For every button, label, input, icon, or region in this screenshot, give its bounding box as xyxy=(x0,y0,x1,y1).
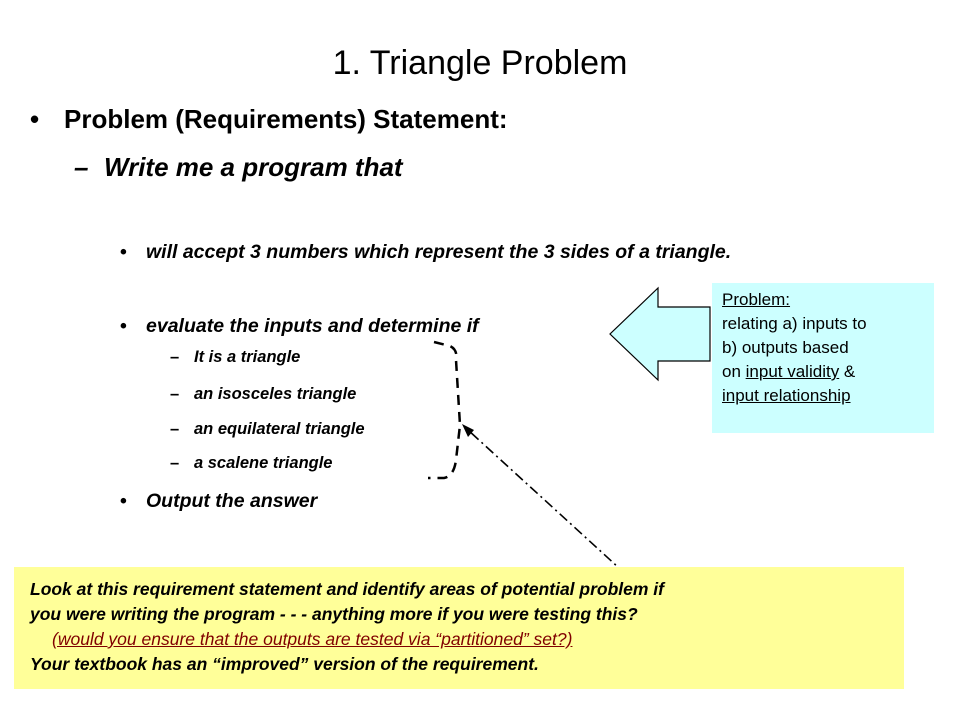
condition-text: an isosceles triangle xyxy=(194,385,357,403)
requirement-text: Output the answer xyxy=(146,490,318,512)
dash: – xyxy=(170,385,180,403)
note-line: Look at this requirement statement and identify areas of potential problem if xyxy=(30,579,664,599)
bullet: • xyxy=(120,315,127,337)
slide-title: 1. Triangle Problem xyxy=(332,44,628,82)
partition-question: (would you ensure that the outputs are tested via “partitioned” set?) xyxy=(52,629,573,649)
left-arrow-icon xyxy=(610,288,710,380)
input-validity-text: input validity xyxy=(745,362,840,381)
callout-text: on xyxy=(722,362,746,381)
dashed-bracket xyxy=(428,342,460,478)
note-box xyxy=(14,567,904,689)
condition-text: an equilateral triangle xyxy=(194,420,365,438)
condition-text: a scalene triangle xyxy=(194,454,333,472)
program-intro-text: Write me a program that xyxy=(104,152,403,182)
dash: – xyxy=(170,348,180,366)
input-relationship-text: input relationship xyxy=(722,386,851,405)
bullet: • xyxy=(120,490,127,512)
callout-text: & xyxy=(839,362,856,381)
condition-text: It is a triangle xyxy=(194,348,301,366)
callout-line-validity xyxy=(722,360,934,384)
requirement-text: evaluate the inputs and determine if xyxy=(146,315,479,337)
note-line: Your textbook has an “improved” version of the requirement. xyxy=(30,654,539,674)
pointer-arrowhead-icon xyxy=(462,424,474,437)
bullet: • xyxy=(30,104,40,134)
dash: – xyxy=(170,420,180,438)
problem-callout xyxy=(712,283,934,433)
note-line: you were writing the program - - - anything more if you were testing this? xyxy=(30,604,638,624)
requirements-heading-text: Problem (Requirements) Statement: xyxy=(64,104,508,134)
callout-heading: Problem: xyxy=(722,290,791,309)
bullet: • xyxy=(120,241,127,263)
callout-line: b) outputs based xyxy=(722,338,849,357)
callout-line: relating a) inputs to xyxy=(722,314,867,333)
dash: – xyxy=(74,152,89,182)
requirement-text: will accept 3 numbers which represent the 3 sides of a triangle. xyxy=(146,241,732,263)
dash: – xyxy=(170,454,180,472)
